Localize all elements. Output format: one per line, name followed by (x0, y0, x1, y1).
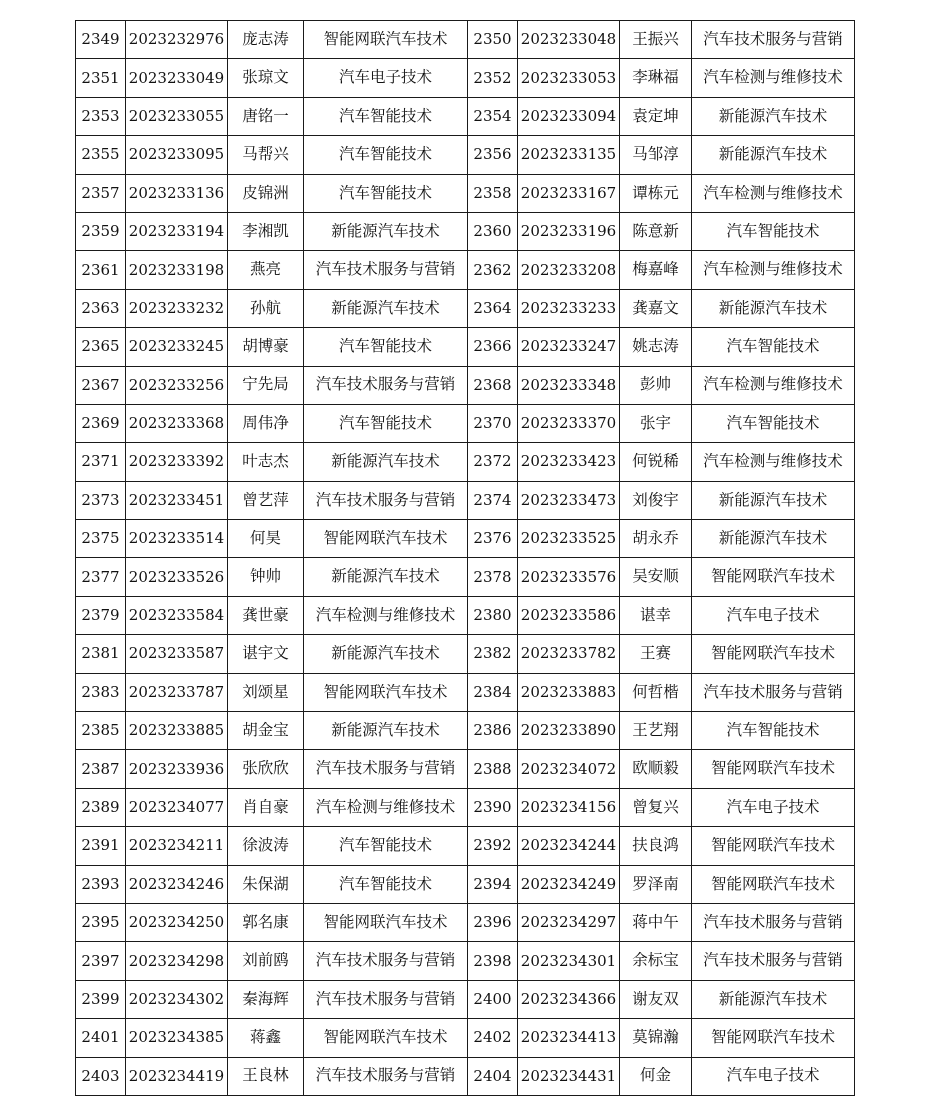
student-name-cell: 余标宝 (620, 942, 692, 980)
student-name-cell: 皮锦洲 (228, 174, 304, 212)
student-id-cell: 2023234298 (126, 942, 228, 980)
seq-number-cell: 2367 (76, 366, 126, 404)
student-name-cell: 宁先局 (228, 366, 304, 404)
student-name-cell: 蒋鑫 (228, 1019, 304, 1057)
student-name-cell: 孙航 (228, 289, 304, 327)
student-id-cell: 2023234246 (126, 865, 228, 903)
student-name-cell: 徐波涛 (228, 827, 304, 865)
seq-number-cell: 2374 (468, 481, 518, 519)
student-id-cell: 2023233885 (126, 712, 228, 750)
student-id-cell: 2023234302 (126, 980, 228, 1018)
student-name-cell: 刘俊宇 (620, 481, 692, 519)
student-id-cell: 2023233167 (518, 174, 620, 212)
student-id-cell: 2023233196 (518, 212, 620, 250)
student-name-cell: 袁定坤 (620, 97, 692, 135)
table-row (76, 980, 855, 1018)
major-cell: 汽车技术服务与营销 (692, 942, 855, 980)
student-name-cell: 曾复兴 (620, 788, 692, 826)
student-name-cell: 燕亮 (228, 251, 304, 289)
table-row (76, 404, 855, 442)
seq-number-cell: 2378 (468, 558, 518, 596)
student-id-cell: 2023233392 (126, 443, 228, 481)
major-cell: 汽车技术服务与营销 (304, 942, 468, 980)
student-id-cell: 2023234431 (518, 1057, 620, 1095)
student-id-cell: 2023233936 (126, 750, 228, 788)
major-cell: 汽车技术服务与营销 (304, 251, 468, 289)
student-id-cell: 2023234077 (126, 788, 228, 826)
seq-number-cell: 2359 (76, 212, 126, 250)
table-row (76, 827, 855, 865)
major-cell: 新能源汽车技术 (304, 712, 468, 750)
student-name-cell: 王赛 (620, 635, 692, 673)
student-id-cell: 2023232976 (126, 21, 228, 59)
student-name-cell: 刘颂星 (228, 673, 304, 711)
student-id-cell: 2023233576 (518, 558, 620, 596)
seq-number-cell: 2387 (76, 750, 126, 788)
table-row (76, 443, 855, 481)
seq-number-cell: 2404 (468, 1057, 518, 1095)
student-id-cell: 2023233095 (126, 136, 228, 174)
student-name-cell: 胡永乔 (620, 520, 692, 558)
table-row (76, 251, 855, 289)
major-cell: 智能网联汽车技术 (692, 635, 855, 673)
seq-number-cell: 2392 (468, 827, 518, 865)
student-id-cell: 2023234297 (518, 903, 620, 941)
seq-number-cell: 2377 (76, 558, 126, 596)
major-cell: 汽车智能技术 (304, 827, 468, 865)
student-name-cell: 李湘凯 (228, 212, 304, 250)
student-name-cell: 姚志涛 (620, 328, 692, 366)
seq-number-cell: 2368 (468, 366, 518, 404)
major-cell: 新能源汽车技术 (692, 520, 855, 558)
table-row (76, 366, 855, 404)
seq-number-cell: 2360 (468, 212, 518, 250)
major-cell: 新能源汽车技术 (692, 481, 855, 519)
student-id-cell: 2023233245 (126, 328, 228, 366)
student-name-cell: 叶志杰 (228, 443, 304, 481)
student-name-cell: 欧顺毅 (620, 750, 692, 788)
seq-number-cell: 2370 (468, 404, 518, 442)
major-cell: 汽车检测与维修技术 (692, 174, 855, 212)
major-cell: 智能网联汽车技术 (692, 1019, 855, 1057)
student-id-cell: 2023233787 (126, 673, 228, 711)
table-row (76, 865, 855, 903)
student-id-cell: 2023233094 (518, 97, 620, 135)
major-cell: 汽车智能技术 (692, 712, 855, 750)
major-cell: 汽车智能技术 (304, 328, 468, 366)
table-row (76, 520, 855, 558)
table-row (76, 558, 855, 596)
major-cell: 汽车智能技术 (692, 212, 855, 250)
seq-number-cell: 2389 (76, 788, 126, 826)
student-name-cell: 朱保湖 (228, 865, 304, 903)
seq-number-cell: 2351 (76, 59, 126, 97)
major-cell: 汽车检测与维修技术 (304, 596, 468, 634)
student-name-cell: 胡金宝 (228, 712, 304, 750)
student-name-cell: 何昊 (228, 520, 304, 558)
table-row (76, 289, 855, 327)
student-id-cell: 2023233586 (518, 596, 620, 634)
major-cell: 智能网联汽车技术 (304, 520, 468, 558)
student-id-cell: 2023233049 (126, 59, 228, 97)
table-row (76, 1057, 855, 1095)
student-name-cell: 胡博豪 (228, 328, 304, 366)
student-name-cell: 谢友双 (620, 980, 692, 1018)
table-row (76, 174, 855, 212)
seq-number-cell: 2363 (76, 289, 126, 327)
seq-number-cell: 2354 (468, 97, 518, 135)
student-name-cell: 谌幸 (620, 596, 692, 634)
table-row (76, 635, 855, 673)
seq-number-cell: 2398 (468, 942, 518, 980)
student-id-cell: 2023233048 (518, 21, 620, 59)
seq-number-cell: 2400 (468, 980, 518, 1018)
major-cell: 汽车电子技术 (692, 596, 855, 634)
student-name-cell: 莫锦瀚 (620, 1019, 692, 1057)
seq-number-cell: 2356 (468, 136, 518, 174)
student-id-cell: 2023233890 (518, 712, 620, 750)
major-cell: 新能源汽车技术 (692, 136, 855, 174)
seq-number-cell: 2372 (468, 443, 518, 481)
seq-number-cell: 2357 (76, 174, 126, 212)
major-cell: 汽车技术服务与营销 (304, 980, 468, 1018)
student-id-cell: 2023233194 (126, 212, 228, 250)
student-name-cell: 何哲楷 (620, 673, 692, 711)
major-cell: 新能源汽车技术 (304, 558, 468, 596)
student-id-cell: 2023233370 (518, 404, 620, 442)
student-id-cell: 2023234413 (518, 1019, 620, 1057)
major-cell: 汽车电子技术 (692, 788, 855, 826)
major-cell: 汽车技术服务与营销 (304, 750, 468, 788)
seq-number-cell: 2371 (76, 443, 126, 481)
major-cell: 汽车检测与维修技术 (692, 251, 855, 289)
table-row (76, 673, 855, 711)
student-id-cell: 2023233883 (518, 673, 620, 711)
seq-number-cell: 2376 (468, 520, 518, 558)
student-name-cell: 蒋中午 (620, 903, 692, 941)
major-cell: 汽车检测与维修技术 (692, 59, 855, 97)
student-id-cell: 2023233208 (518, 251, 620, 289)
student-name-cell: 谭栋元 (620, 174, 692, 212)
student-id-cell: 2023233584 (126, 596, 228, 634)
student-id-cell: 2023234249 (518, 865, 620, 903)
student-id-cell: 2023233256 (126, 366, 228, 404)
seq-number-cell: 2388 (468, 750, 518, 788)
student-name-cell: 陈意新 (620, 212, 692, 250)
student-name-cell: 庞志涛 (228, 21, 304, 59)
student-id-cell: 2023234156 (518, 788, 620, 826)
major-cell: 新能源汽车技术 (304, 443, 468, 481)
student-id-cell: 2023234301 (518, 942, 620, 980)
student-id-cell: 2023234366 (518, 980, 620, 1018)
student-name-cell: 周伟净 (228, 404, 304, 442)
student-id-cell: 2023233247 (518, 328, 620, 366)
student-name-cell: 马邹淳 (620, 136, 692, 174)
seq-number-cell: 2393 (76, 865, 126, 903)
major-cell: 汽车电子技术 (692, 1057, 855, 1095)
seq-number-cell: 2394 (468, 865, 518, 903)
seq-number-cell: 2403 (76, 1057, 126, 1095)
seq-number-cell: 2386 (468, 712, 518, 750)
student-name-cell: 钟帅 (228, 558, 304, 596)
major-cell: 汽车技术服务与营销 (304, 366, 468, 404)
major-cell: 汽车智能技术 (304, 174, 468, 212)
student-id-cell: 2023234244 (518, 827, 620, 865)
major-cell: 汽车技术服务与营销 (692, 673, 855, 711)
seq-number-cell: 2383 (76, 673, 126, 711)
table-row (76, 942, 855, 980)
major-cell: 汽车智能技术 (304, 136, 468, 174)
table-row (76, 97, 855, 135)
major-cell: 智能网联汽车技术 (304, 21, 468, 59)
student-roster-table (75, 20, 855, 1096)
seq-number-cell: 2361 (76, 251, 126, 289)
major-cell: 智能网联汽车技术 (692, 558, 855, 596)
major-cell: 汽车技术服务与营销 (304, 481, 468, 519)
student-id-cell: 2023234211 (126, 827, 228, 865)
student-id-cell: 2023233198 (126, 251, 228, 289)
major-cell: 新能源汽车技术 (304, 212, 468, 250)
student-name-cell: 王艺翔 (620, 712, 692, 750)
major-cell: 新能源汽车技术 (692, 97, 855, 135)
student-id-cell: 2023233233 (518, 289, 620, 327)
student-id-cell: 2023233055 (126, 97, 228, 135)
seq-number-cell: 2396 (468, 903, 518, 941)
seq-number-cell: 2365 (76, 328, 126, 366)
seq-number-cell: 2402 (468, 1019, 518, 1057)
student-id-cell: 2023233525 (518, 520, 620, 558)
student-id-cell: 2023234419 (126, 1057, 228, 1095)
major-cell: 汽车技术服务与营销 (304, 1057, 468, 1095)
seq-number-cell: 2355 (76, 136, 126, 174)
major-cell: 汽车技术服务与营销 (692, 21, 855, 59)
seq-number-cell: 2380 (468, 596, 518, 634)
major-cell: 汽车智能技术 (692, 328, 855, 366)
student-id-cell: 2023234250 (126, 903, 228, 941)
seq-number-cell: 2350 (468, 21, 518, 59)
table-row (76, 212, 855, 250)
seq-number-cell: 2366 (468, 328, 518, 366)
student-name-cell: 张欣欣 (228, 750, 304, 788)
roster-body (76, 21, 855, 1096)
seq-number-cell: 2373 (76, 481, 126, 519)
seq-number-cell: 2401 (76, 1019, 126, 1057)
student-name-cell: 张琼文 (228, 59, 304, 97)
seq-number-cell: 2353 (76, 97, 126, 135)
major-cell: 新能源汽车技术 (692, 289, 855, 327)
seq-number-cell: 2385 (76, 712, 126, 750)
seq-number-cell: 2390 (468, 788, 518, 826)
student-id-cell: 2023233348 (518, 366, 620, 404)
student-id-cell: 2023233526 (126, 558, 228, 596)
seq-number-cell: 2381 (76, 635, 126, 673)
major-cell: 汽车智能技术 (692, 404, 855, 442)
major-cell: 智能网联汽车技术 (692, 750, 855, 788)
student-id-cell: 2023233136 (126, 174, 228, 212)
student-name-cell: 梅嘉峰 (620, 251, 692, 289)
major-cell: 汽车智能技术 (304, 404, 468, 442)
table-row (76, 788, 855, 826)
student-name-cell: 谌宇文 (228, 635, 304, 673)
table-row (76, 596, 855, 634)
student-id-cell: 2023233514 (126, 520, 228, 558)
student-id-cell: 2023234072 (518, 750, 620, 788)
seq-number-cell: 2399 (76, 980, 126, 1018)
table-row (76, 903, 855, 941)
student-id-cell: 2023233451 (126, 481, 228, 519)
seq-number-cell: 2379 (76, 596, 126, 634)
student-name-cell: 何金 (620, 1057, 692, 1095)
major-cell: 新能源汽车技术 (304, 289, 468, 327)
major-cell: 汽车检测与维修技术 (692, 443, 855, 481)
seq-number-cell: 2362 (468, 251, 518, 289)
student-id-cell: 2023233423 (518, 443, 620, 481)
student-name-cell: 彭帅 (620, 366, 692, 404)
student-name-cell: 张宇 (620, 404, 692, 442)
student-name-cell: 刘前鸥 (228, 942, 304, 980)
table-row (76, 750, 855, 788)
table-row (76, 136, 855, 174)
student-name-cell: 曾艺萍 (228, 481, 304, 519)
seq-number-cell: 2369 (76, 404, 126, 442)
student-name-cell: 郭名康 (228, 903, 304, 941)
major-cell: 新能源汽车技术 (304, 635, 468, 673)
seq-number-cell: 2364 (468, 289, 518, 327)
student-id-cell: 2023233782 (518, 635, 620, 673)
major-cell: 智能网联汽车技术 (304, 1019, 468, 1057)
seq-number-cell: 2349 (76, 21, 126, 59)
table-row (76, 59, 855, 97)
table-row (76, 1019, 855, 1057)
table-row (76, 21, 855, 59)
student-id-cell: 2023233587 (126, 635, 228, 673)
seq-number-cell: 2375 (76, 520, 126, 558)
student-id-cell: 2023233135 (518, 136, 620, 174)
seq-number-cell: 2384 (468, 673, 518, 711)
major-cell: 新能源汽车技术 (692, 980, 855, 1018)
major-cell: 汽车检测与维修技术 (304, 788, 468, 826)
student-name-cell: 王振兴 (620, 21, 692, 59)
student-id-cell: 2023234385 (126, 1019, 228, 1057)
student-id-cell: 2023233368 (126, 404, 228, 442)
seq-number-cell: 2382 (468, 635, 518, 673)
seq-number-cell: 2395 (76, 903, 126, 941)
student-name-cell: 龚嘉文 (620, 289, 692, 327)
major-cell: 汽车智能技术 (304, 97, 468, 135)
student-name-cell: 何锐稀 (620, 443, 692, 481)
student-id-cell: 2023233232 (126, 289, 228, 327)
major-cell: 汽车智能技术 (304, 865, 468, 903)
major-cell: 智能网联汽车技术 (304, 903, 468, 941)
major-cell: 智能网联汽车技术 (692, 865, 855, 903)
student-name-cell: 龚世豪 (228, 596, 304, 634)
major-cell: 汽车技术服务与营销 (692, 903, 855, 941)
table-row (76, 712, 855, 750)
student-name-cell: 罗泽南 (620, 865, 692, 903)
major-cell: 智能网联汽车技术 (304, 673, 468, 711)
student-name-cell: 唐铭一 (228, 97, 304, 135)
major-cell: 汽车电子技术 (304, 59, 468, 97)
student-name-cell: 肖自豪 (228, 788, 304, 826)
student-name-cell: 马帮兴 (228, 136, 304, 174)
seq-number-cell: 2352 (468, 59, 518, 97)
major-cell: 汽车检测与维修技术 (692, 366, 855, 404)
student-name-cell: 扶良鸿 (620, 827, 692, 865)
seq-number-cell: 2358 (468, 174, 518, 212)
student-name-cell: 李琳福 (620, 59, 692, 97)
table-row (76, 481, 855, 519)
student-id-cell: 2023233473 (518, 481, 620, 519)
table-row (76, 328, 855, 366)
student-id-cell: 2023233053 (518, 59, 620, 97)
seq-number-cell: 2391 (76, 827, 126, 865)
student-name-cell: 王良林 (228, 1057, 304, 1095)
seq-number-cell: 2397 (76, 942, 126, 980)
student-name-cell: 吴安顺 (620, 558, 692, 596)
student-name-cell: 秦海辉 (228, 980, 304, 1018)
major-cell: 智能网联汽车技术 (692, 827, 855, 865)
